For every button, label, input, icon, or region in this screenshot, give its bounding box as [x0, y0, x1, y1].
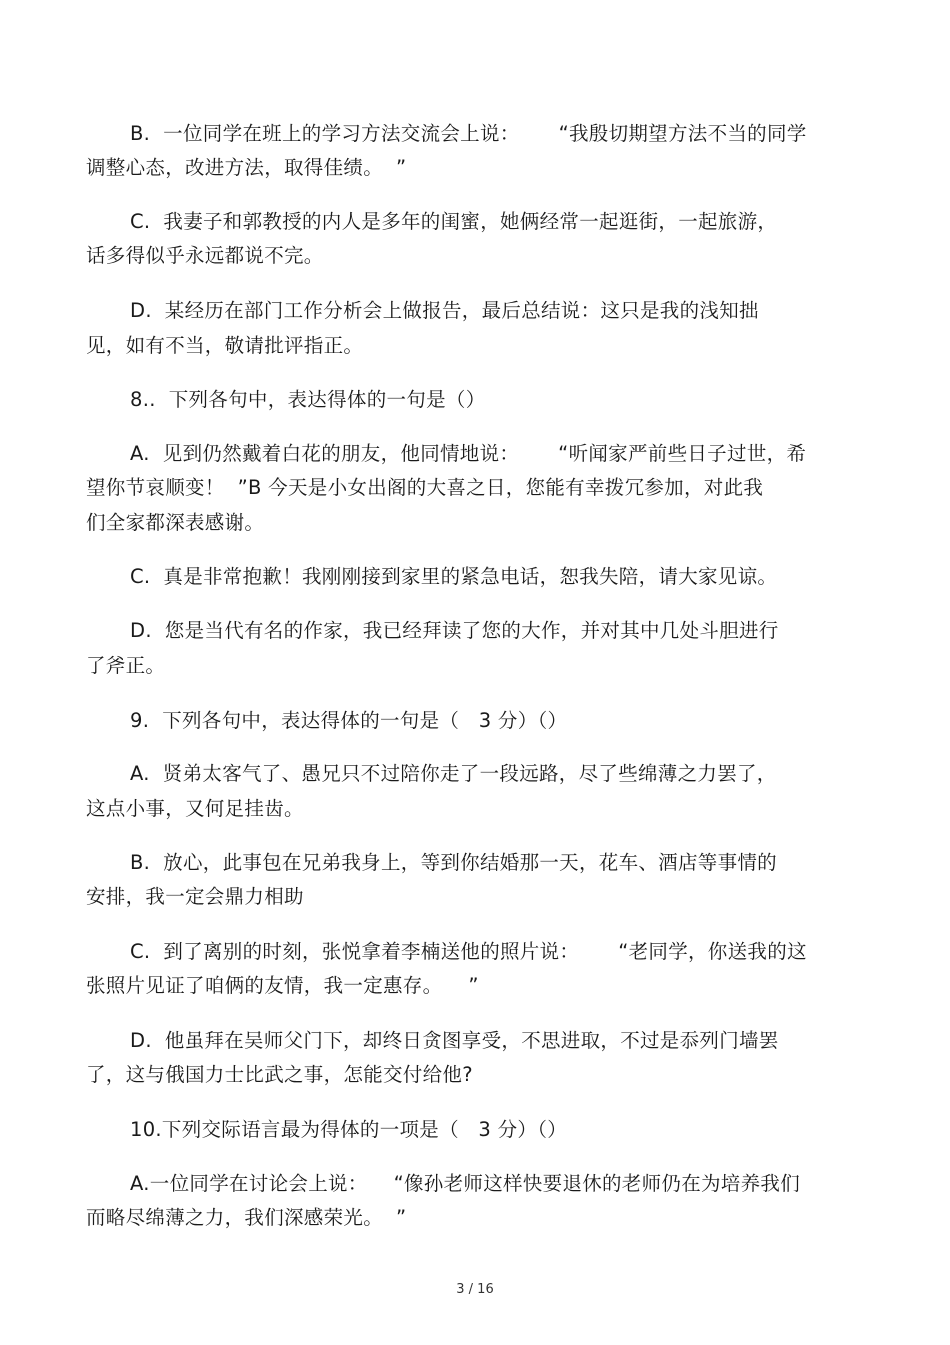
option-d-q8-line2: 了斧正。	[86, 654, 166, 677]
option-a-q9-line1: A. 贤弟太客气了、愚兄只不过陪你走了一段远路，尽了些绵薄之力罢了，	[130, 762, 777, 785]
option-a-q10-line1: A.一位同学在讨论会上说： “像孙老师这样快要退休的老师仍在为培养我们	[130, 1172, 800, 1195]
option-d-q9-line2: 了，这与俄国力士比武之事，怎能交付给他?	[86, 1063, 473, 1086]
option-a-q9-line2: 这点小事，又何足挂齿。	[86, 797, 304, 820]
option-d-q7-line1: D. 某经历在部门工作分析会上做报告，最后总结说：这只是我的浅知拙	[130, 299, 759, 322]
question-10-stem: 10.下列交际语言最为得体的一项是（ 3 分）（）	[130, 1118, 568, 1141]
question-9-stem: 9. 下列各句中，表达得体的一句是（ 3 分）（）	[130, 709, 568, 732]
option-d-q9-line1: D. 他虽拜在吴师父门下，却终日贪图享受，不思进取，不过是忝列门墙罢	[130, 1029, 779, 1052]
option-c-q7-line2: 话多得似乎永远都说不完。	[86, 244, 324, 267]
option-a-q10-line2: 而略尽绵薄之力，我们深感荣光。 ”	[86, 1206, 407, 1229]
page-number: 3 / 16	[456, 1282, 494, 1297]
option-b-q7-line2: 调整心态，改进方法，取得佳绩。 ”	[86, 156, 407, 179]
option-c-q9-line1: C. 到了离别的时刻，张悦拿着李楠送他的照片说： “老同学，你送我的这	[130, 940, 807, 963]
option-d-q8-line1: D. 您是当代有名的作家，我已经拜读了您的大作，并对其中几处斗胆进行	[130, 619, 779, 642]
option-b-q9-line2: 安排，我一定会鼎力相助	[86, 885, 304, 908]
option-c-q9-line2: 张照片见证了咱俩的友情，我一定惠存。 ”	[86, 974, 479, 997]
option-b-q7-line1: B. 一位同学在班上的学习方法交流会上说： “我殷切期望方法不当的同学	[130, 122, 807, 145]
option-c-q8: C. 真是非常抱歉！我刚刚接到家里的紧急电话，恕我失陪，请大家见谅。	[130, 565, 778, 588]
option-a-q8-line1: A. 见到仍然戴着白花的朋友，他同情地说： “听闻家严前些日子过世，希	[130, 442, 807, 465]
option-a-q8-line3: 们全家都深表感谢。	[86, 511, 265, 534]
option-a-q8-line2: 望你节哀顺变！ ”B 今天是小女出阁的大喜之日，您能有幸拨冗参加，对此我	[86, 476, 764, 499]
option-b-q9-line1: B. 放心，此事包在兄弟我身上，等到你结婚那一天，花车、酒店等事情的	[130, 851, 777, 874]
option-d-q7-line2: 见，如有不当，敬请批评指正。	[86, 334, 364, 357]
option-c-q7-line1: C. 我妻子和郭教授的内人是多年的闺蜜，她俩经常一起逛街，一起旅游，	[130, 210, 778, 233]
question-8-stem: 8.. 下列各句中，表达得体的一句是（）	[130, 388, 486, 411]
